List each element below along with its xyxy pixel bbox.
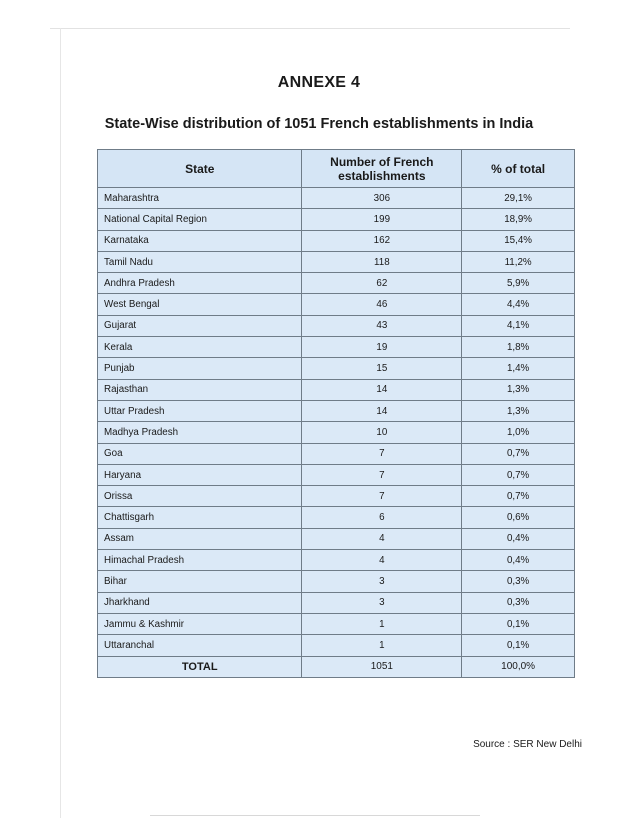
percent-cell: 0,3% (462, 592, 575, 613)
header-number: Number of French establishments (302, 150, 462, 188)
percent-cell: 1,8% (462, 337, 575, 358)
number-cell: 43 (302, 315, 462, 336)
number-cell: 6 (302, 507, 462, 528)
total-label: TOTAL (98, 656, 302, 677)
percent-cell: 1,3% (462, 400, 575, 421)
state-cell: West Bengal (98, 294, 302, 315)
number-cell: 14 (302, 379, 462, 400)
header-state: State (98, 150, 302, 188)
state-cell: Maharashtra (98, 188, 302, 209)
header-percent: % of total (462, 150, 575, 188)
table-row (98, 550, 575, 571)
total-row (98, 656, 575, 677)
state-cell: Uttar Pradesh (98, 400, 302, 421)
number-cell: 62 (302, 273, 462, 294)
state-cell: Haryana (98, 464, 302, 485)
percent-cell: 0,1% (462, 613, 575, 634)
percent-cell: 1,0% (462, 422, 575, 443)
table-row (98, 571, 575, 592)
number-cell: 46 (302, 294, 462, 315)
page-border-top (50, 28, 570, 29)
percent-cell: 0,3% (462, 571, 575, 592)
table-row (98, 464, 575, 485)
number-cell: 7 (302, 443, 462, 464)
state-cell: Kerala (98, 337, 302, 358)
table-row (98, 230, 575, 251)
percent-cell: 0,6% (462, 507, 575, 528)
state-cell: Chattisgarh (98, 507, 302, 528)
table-row (98, 337, 575, 358)
percent-cell: 15,4% (462, 230, 575, 251)
total-percent: 100,0% (462, 656, 575, 677)
percent-cell: 18,9% (462, 209, 575, 230)
annex-title: ANNEXE 4 (277, 74, 361, 91)
page-border-left (60, 28, 61, 818)
number-cell: 19 (302, 337, 462, 358)
table-row (98, 358, 575, 379)
source-note: Source : SER New Delhi (473, 739, 582, 750)
table-row (98, 188, 575, 209)
table-row (98, 294, 575, 315)
table-row (98, 592, 575, 613)
state-cell: Punjab (98, 358, 302, 379)
state-cell: Goa (98, 443, 302, 464)
state-cell: Andhra Pradesh (98, 273, 302, 294)
state-cell: Rajasthan (98, 379, 302, 400)
percent-cell: 4,1% (462, 315, 575, 336)
number-cell: 199 (302, 209, 462, 230)
table-row (98, 528, 575, 549)
percent-cell: 0,7% (462, 486, 575, 507)
table-row (98, 422, 575, 443)
number-cell: 7 (302, 486, 462, 507)
percent-cell: 0,1% (462, 635, 575, 656)
state-cell: Tamil Nadu (98, 251, 302, 272)
table-row (98, 273, 575, 294)
state-cell: Gujarat (98, 315, 302, 336)
state-cell: Jharkhand (98, 592, 302, 613)
number-cell: 162 (302, 230, 462, 251)
number-cell: 4 (302, 550, 462, 571)
number-cell: 306 (302, 188, 462, 209)
state-cell: Madhya Pradesh (98, 422, 302, 443)
distribution-table (97, 149, 575, 678)
table-body (98, 188, 575, 678)
table-row (98, 400, 575, 421)
number-cell: 3 (302, 571, 462, 592)
number-cell: 4 (302, 528, 462, 549)
table-row (98, 613, 575, 634)
total-number: 1051 (302, 656, 462, 677)
percent-cell: 0,7% (462, 464, 575, 485)
state-cell: Jammu & Kashmir (98, 613, 302, 634)
percent-cell: 5,9% (462, 273, 575, 294)
number-cell: 3 (302, 592, 462, 613)
table-row (98, 443, 575, 464)
state-cell: National Capital Region (98, 209, 302, 230)
state-cell: Orissa (98, 486, 302, 507)
number-cell: 15 (302, 358, 462, 379)
number-cell: 14 (302, 400, 462, 421)
table-row (98, 379, 575, 400)
state-cell: Himachal Pradesh (98, 550, 302, 571)
table-caption: State-Wise distribution of 1051 French establishments in India (104, 116, 534, 132)
table-row (98, 251, 575, 272)
percent-cell: 4,4% (462, 294, 575, 315)
table-row (98, 507, 575, 528)
number-cell: 7 (302, 464, 462, 485)
percent-cell: 1,4% (462, 358, 575, 379)
percent-cell: 0,4% (462, 550, 575, 571)
percent-cell: 0,7% (462, 443, 575, 464)
state-cell: Karnataka (98, 230, 302, 251)
table-row (98, 635, 575, 656)
percent-cell: 1,3% (462, 379, 575, 400)
number-cell: 1 (302, 613, 462, 634)
percent-cell: 11,2% (462, 251, 575, 272)
state-cell: Uttaranchal (98, 635, 302, 656)
state-cell: Assam (98, 528, 302, 549)
page-border-bottom (150, 815, 480, 816)
number-cell: 10 (302, 422, 462, 443)
percent-cell: 29,1% (462, 188, 575, 209)
state-cell: Bihar (98, 571, 302, 592)
table-row (98, 209, 575, 230)
percent-cell: 0,4% (462, 528, 575, 549)
table-row (98, 486, 575, 507)
number-cell: 1 (302, 635, 462, 656)
table-row (98, 315, 575, 336)
table-header-row (98, 150, 575, 188)
number-cell: 118 (302, 251, 462, 272)
